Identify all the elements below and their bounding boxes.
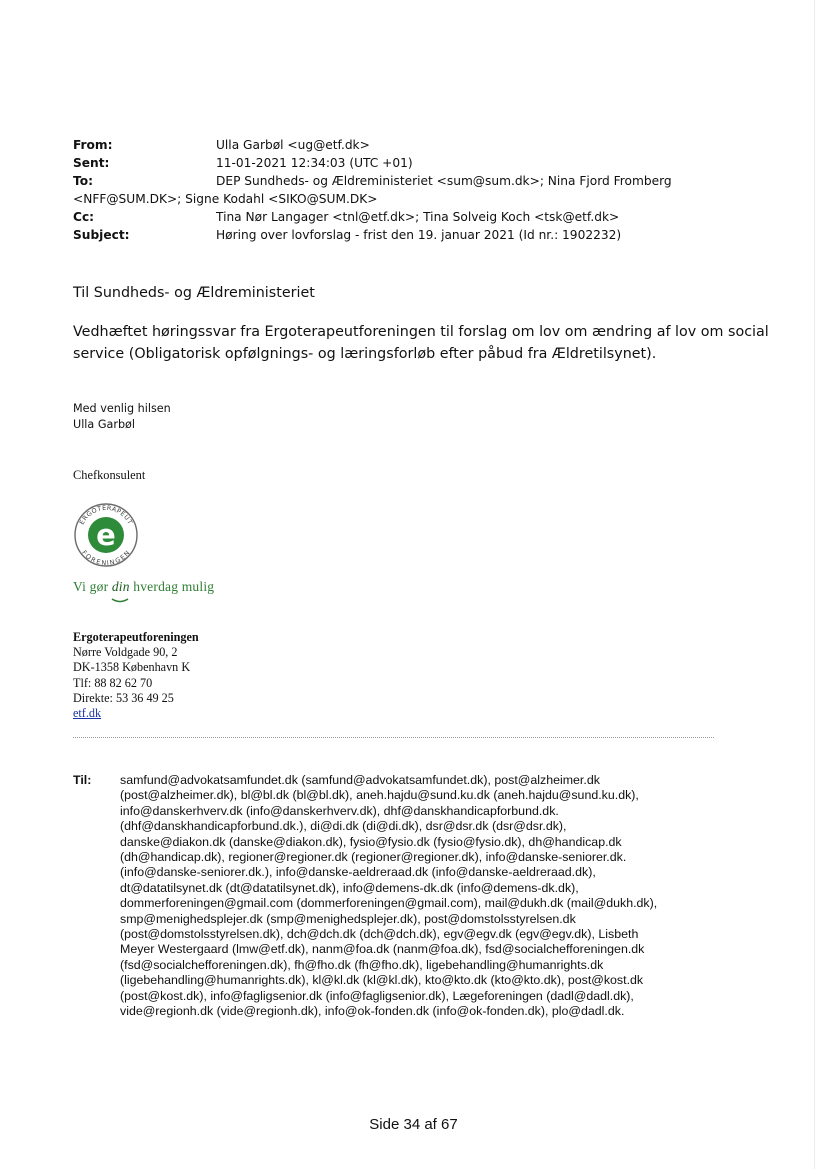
body-line-2: service (Obligatorisk opfølgnings- og læringsforløb efter påbud fra Ældretilsynet). xyxy=(73,346,657,362)
recipients-line: Meyer Westergaard (lmw@etf.dk), nanm@foa.dk (nanm@foa.dk), fsd@socialchefforeningen.dk xyxy=(120,942,645,957)
recipients-line: (post@alzheimer.dk), bl@bl.dk (bl@bl.dk), aneh.hajdu@sund.ku.dk (aneh.hajdu@sund.ku.dk), xyxy=(120,788,639,803)
website-link[interactable]: etf.dk xyxy=(73,706,102,720)
slogan xyxy=(73,579,214,595)
org-street: Nørre Voldgade 90, 2 xyxy=(73,645,178,659)
recipients-line: (info@danske-seniorer.dk.), info@danske-aeldreraad.dk (info@danske-aeldreraad.dk), xyxy=(120,865,596,880)
sent-label: Sent: xyxy=(73,156,110,170)
org-phone: Tlf: 88 82 62 70 xyxy=(73,676,153,690)
from-label: From: xyxy=(73,138,113,152)
ergoterapeut-logo-icon xyxy=(73,502,139,568)
recipients-line: dt@datatilsynet.dk (dt@datatilsynet.dk), info@demens-dk.dk (info@demens-dk.dk), xyxy=(120,880,579,895)
to-value: DEP Sundheds- og Ældreministeriet <sum@sum.dk>; Nina Fjord Fromberg xyxy=(216,174,672,188)
body-line-1: Vedhæftet høringssvar fra Ergoterapeutforeningen til forslag om lov om ændring af lov om social xyxy=(73,324,769,340)
slogan-part-3: hverdag mulig xyxy=(129,579,215,594)
recipients-line: (fsd@socialchefforeningen.dk), fh@fho.dk (fh@fho.dk), ligebehandling@humanrights.dk xyxy=(120,957,604,972)
recipients-line: smp@menighedsplejer.dk (smp@menighedsplejer.dk), post@domstolsstyrelsen.dk xyxy=(120,911,576,926)
recipients-line: vide@regionh.dk (vide@regionh.dk), info@ok-fonden.dk (info@ok-fonden.dk), plo@dadl.dk. xyxy=(120,1004,625,1019)
org-website xyxy=(73,706,101,721)
logo-letter: e xyxy=(96,518,116,552)
closing: Med venlig hilsen xyxy=(73,402,171,415)
org-name: Ergoterapeutforeningen xyxy=(73,630,199,644)
slogan-part-2: din xyxy=(111,579,130,594)
message-body xyxy=(73,321,769,365)
to-value-continued: <NFF@SUM.DK>; Signe Kodahl <SIKO@SUM.DK> xyxy=(73,192,378,206)
recipients-label: Til: xyxy=(73,773,92,787)
recipients-line: samfund@advokatsamfundet.dk (samfund@advokatsamfundet.dk), post@alzheimer.dk xyxy=(120,773,600,787)
recipients-line: info@danskerhverv.dk (info@danskerhverv.dk), dhf@danskhandicapforbund.dk. xyxy=(120,803,559,818)
logo-arc-top: ERGOTERAPEUT xyxy=(77,503,135,526)
recipients-line: (post@kost.dk), info@fagligsenior.dk (info@fagligsenior.dk), Lægeforeningen (dadl@dadl.dk), xyxy=(120,988,634,1003)
recipients-line: (post@domstolsstyrelsen.dk), dch@dch.dk (dch@dch.dk), egv@egv.dk (egv@egv.dk), Lisbeth xyxy=(120,927,639,942)
to-label: To: xyxy=(73,174,93,188)
logo-arc-bottom: FORENINGEN xyxy=(80,548,132,568)
recipients-line: (dhf@danskhandicapforbund.dk.), di@di.dk (di@di.dk), dsr@dsr.dk (dsr@dsr.dk), xyxy=(120,819,567,834)
separator-line xyxy=(73,737,714,738)
page-edge-line xyxy=(814,0,815,1169)
org-direct-phone: Direkte: 53 36 49 25 xyxy=(73,691,174,705)
greeting: Til Sundheds- og Ældreministeriet xyxy=(73,285,315,301)
org-city: DK-1358 København K xyxy=(73,660,191,674)
recipients-line: dommerforeningen@gmail.com (dommerforeningen@gmail.com), mail@dukh.dk (mail@dukh.dk), xyxy=(120,896,658,911)
signer-title: Chefkonsulent xyxy=(73,468,146,482)
subject-value: Høring over lovforslag - frist den 19. januar 2021 (Id nr.: 1902232) xyxy=(216,228,622,242)
recipients-line: danske@diakon.dk (danske@diakon.dk), fysio@fysio.dk (fysio@fysio.dk), dh@handicap.dk xyxy=(120,834,622,849)
page-number: Side 34 af 67 xyxy=(369,1116,458,1133)
recipients-line: (dh@handicap.dk), regioner@regioner.dk (regioner@regioner.dk), info@danske-seniorer.dk. xyxy=(120,850,627,865)
cc-value: Tina Nør Langager <tnl@etf.dk>; Tina Solveig Koch <tsk@etf.dk> xyxy=(216,210,620,224)
smile-icon xyxy=(111,598,129,604)
signer-name: Ulla Garbøl xyxy=(73,418,135,431)
cc-label: Cc: xyxy=(73,210,95,224)
recipients-line: (ligebehandling@humanrights.dk), kl@kl.dk (kl@kl.dk), kto@kto.dk (kto@kto.dk), post@kost.dk xyxy=(120,973,644,988)
subject-label: Subject: xyxy=(73,228,130,242)
recipients-list xyxy=(120,773,740,1020)
from-value: Ulla Garbøl <ug@etf.dk> xyxy=(216,138,370,152)
slogan-part-1: Vi gør xyxy=(73,579,112,594)
sent-value: 11-01-2021 12:34:03 (UTC +01) xyxy=(216,156,413,170)
